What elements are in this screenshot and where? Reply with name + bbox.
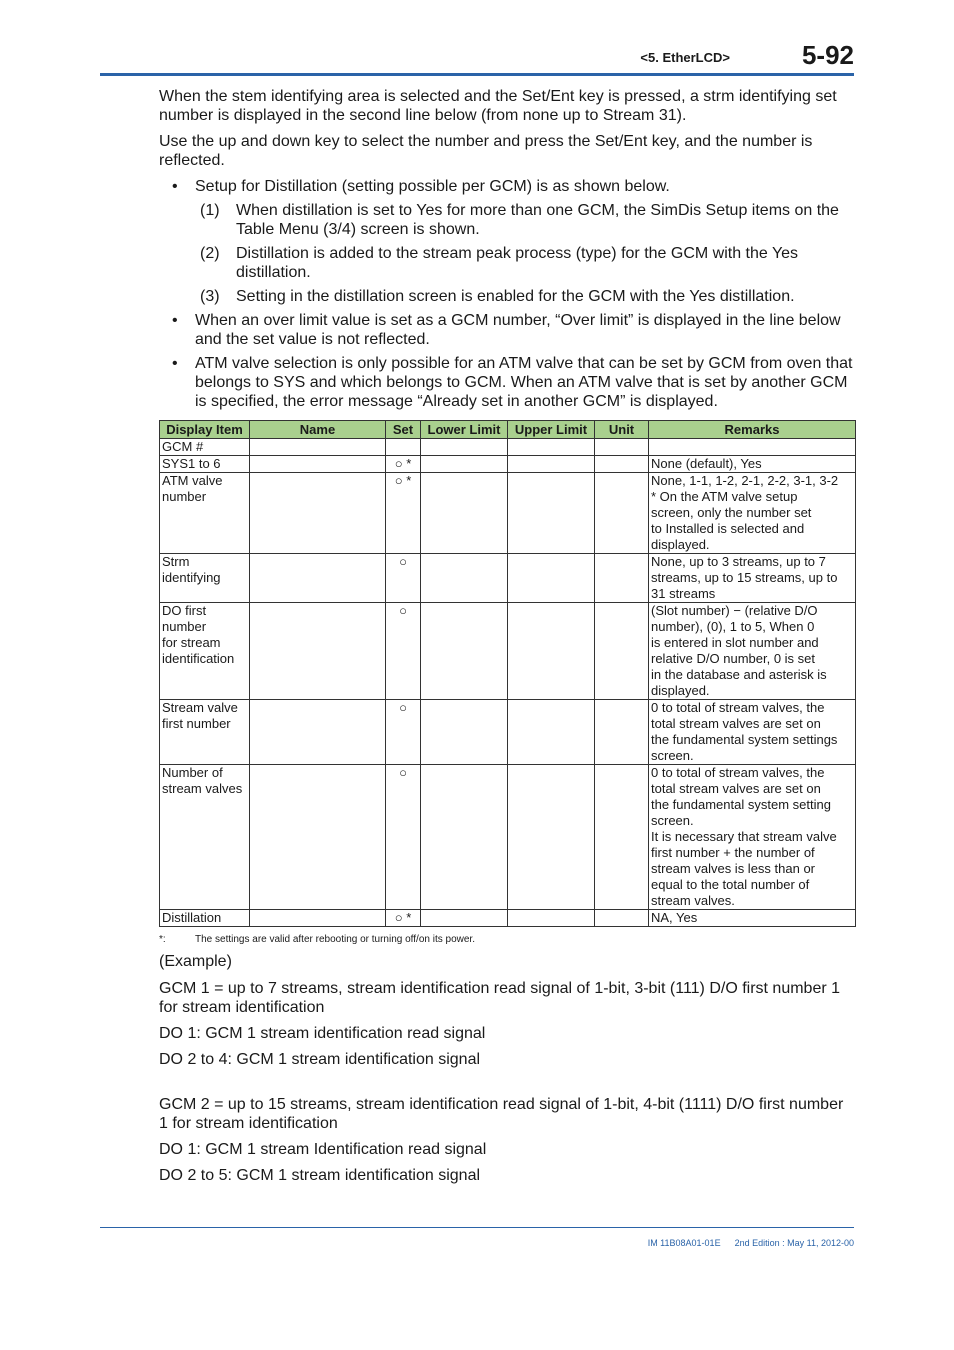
chapter-title: <5. EtherLCD> [640,50,730,65]
bullet-item: • ATM valve selection is only possible for an ATM valve that can be set by GCM from oven that belongs to SYS and which belongs to GCM. When an ATM valve that is set by another GCM is specified, the error message “Already set in another GCM” is displayed. [172,355,853,410]
lower-limit-cell [421,700,508,765]
remarks-cell: None, up to 3 streams, up to 7 streams, up to 15 streams, up to 31 streams [649,554,856,603]
numbered-item [159,201,854,239]
page-body [159,87,854,1192]
table-row [160,603,856,700]
unit-cell [595,456,649,473]
name-cell [250,603,386,700]
display-item-cell: DO first number for stream identification [160,603,250,700]
unit-cell [595,439,649,456]
set-cell: ○ [386,554,421,603]
column-header: Upper Limit [508,421,595,439]
document-id: IM 11B08A01-01E [647,1238,721,1248]
footnote-mark: *: [159,934,166,945]
example-text: DO 2 to 4: GCM 1 stream identification signal [159,1051,481,1068]
unit-cell [595,473,649,554]
column-header: Unit [595,421,649,439]
lower-limit-cell [421,765,508,910]
remarks-cell: 0 to total of stream valves, the total stream valves are set on the fundamental system settings screen. [649,700,856,765]
upper-limit-cell [508,473,595,554]
column-header: Display Item [160,421,250,439]
set-cell: ○ * [386,456,421,473]
lower-limit-cell [421,439,508,456]
bullet-item: • When an over limit value is set as a GCM number, “Over limit” is displayed in the line below and the set value is not reflected. [172,312,841,348]
name-cell [250,439,386,456]
item-number: (3) [200,288,220,305]
remarks-cell: 0 to total of stream valves, the total stream valves are set on the fundamental system setting screen. It is necessary that stream valve first number + the number of stream valves is less than or equal to the total number of stream valves. [649,765,856,910]
remarks-cell: (Slot number) − (relative D/O number), (0), 1 to 5, When 0 is entered in slot number and relative D/O number, 0 is set in the database and asterisk is displayed. [649,603,856,700]
remarks-cell: None (default), Yes [649,456,856,473]
set-cell: ○ * [386,910,421,927]
table-row [160,700,856,765]
example-text: DO 1: GCM 1 stream identification read signal [159,1025,486,1042]
column-header: Set [386,421,421,439]
display-item-cell: Strm identifying [160,554,250,603]
item-text: When distillation is set to Yes for more than one GCM, the SimDis Setup items on the Table Menu (3/4) screen is shown. [236,202,839,238]
unit-cell [595,603,649,700]
example-section [159,952,854,1185]
name-cell [250,456,386,473]
table-row [160,439,856,456]
item-number: (2) [200,245,220,262]
display-item-cell: ATM valve number [160,473,250,554]
upper-limit-cell [508,910,595,927]
example-text: DO 1: GCM 1 stream Identification read signal [159,1141,487,1158]
display-item-cell: GCM # [160,439,250,456]
name-cell [250,554,386,603]
page-number: 5-92 [801,40,854,70]
bullet-text: ATM valve selection is only possible for an ATM valve that can be set by GCM from oven that belongs to SYS and which belongs to GCM. When an ATM valve that is set by another GCM is specified, the error message “Already set in another GCM” is displayed. [195,355,853,410]
page-header [100,40,854,76]
table-row [160,765,856,910]
header-divider [100,73,854,76]
lower-limit-cell [421,456,508,473]
column-header: Lower Limit [421,421,508,439]
unit-cell [595,910,649,927]
footer-divider [100,1227,854,1228]
lower-limit-cell [421,603,508,700]
footnote-text: The settings are valid after rebooting or turning off/on its power. [195,934,475,945]
set-cell: ○ [386,765,421,910]
intro-paragraph: Use the up and down key to select the number and press the Set/Ent key, and the number is reflected. [159,133,813,169]
display-item-cell: Distillation [160,910,250,927]
table-row [160,910,856,927]
bullet-text: Setup for Distillation (setting possible per GCM) is as shown below. [195,178,670,195]
intro-paragraph: When the stem identifying area is selected and the Set/Ent key is pressed, a strm identifying set number is displayed in the second line below (from none up to Stream 31). [159,88,837,124]
column-header: Remarks [649,421,856,439]
edition-info: 2nd Edition : May 11, 2012-00 [734,1238,854,1248]
table-header-row [160,421,856,439]
item-text: Setting in the distillation screen is enabled for the GCM with the Yes distillation. [236,288,795,305]
page-footer [634,1238,854,1248]
set-cell: ○ [386,603,421,700]
table-row [160,473,856,554]
table-row [160,554,856,603]
item-number: (1) [200,202,220,219]
example-text: GCM 1 = up to 7 streams, stream identification read signal of 1-bit, 3-bit (111) D/O first number 1 for stream identification [159,980,841,1016]
display-item-cell: Stream valve first number [160,700,250,765]
unit-cell [595,765,649,910]
set-cell: ○ * [386,473,421,554]
name-cell [250,910,386,927]
table-row [160,456,856,473]
name-cell [250,700,386,765]
set-cell [386,439,421,456]
upper-limit-cell [508,700,595,765]
item-text: Distillation is added to the stream peak process (type) for the GCM with the Yes distillation. [236,245,799,281]
upper-limit-cell [508,456,595,473]
upper-limit-cell [508,603,595,700]
example-text: GCM 2 = up to 15 streams, stream identification read signal of 1-bit, 4-bit (1111) D/O first number 1 for stream identification [159,1096,844,1132]
upper-limit-cell [508,765,595,910]
display-item-cell: SYS1 to 6 [160,456,250,473]
bullet-text: When an over limit value is set as a GCM number, “Over limit” is displayed in the line below and the set value is not reflected. [195,312,841,348]
name-cell [250,765,386,910]
settings-table [159,420,856,927]
column-header: Name [250,421,386,439]
remarks-cell: None, 1-1, 1-2, 2-1, 2-2, 3-1, 3-2 * On the ATM valve setup screen, only the number set to Installed is selected and displayed. [649,473,856,554]
display-item-cell: Number of stream valves [160,765,250,910]
remarks-cell [649,439,856,456]
numbered-item [159,244,854,282]
name-cell [250,473,386,554]
table-body [160,439,856,927]
numbered-item [159,287,854,306]
lower-limit-cell [421,910,508,927]
unit-cell [595,700,649,765]
lower-limit-cell [421,554,508,603]
example-label: (Example) [159,953,232,970]
unit-cell [595,554,649,603]
bullet-item: • Setup for Distillation (setting possible per GCM) is as shown below. [172,178,670,195]
upper-limit-cell [508,554,595,603]
upper-limit-cell [508,439,595,456]
remarks-cell: NA, Yes [649,910,856,927]
example-text: DO 2 to 5: GCM 1 stream identification signal [159,1167,481,1184]
footnote [159,933,854,947]
set-cell: ○ [386,700,421,765]
lower-limit-cell [421,473,508,554]
